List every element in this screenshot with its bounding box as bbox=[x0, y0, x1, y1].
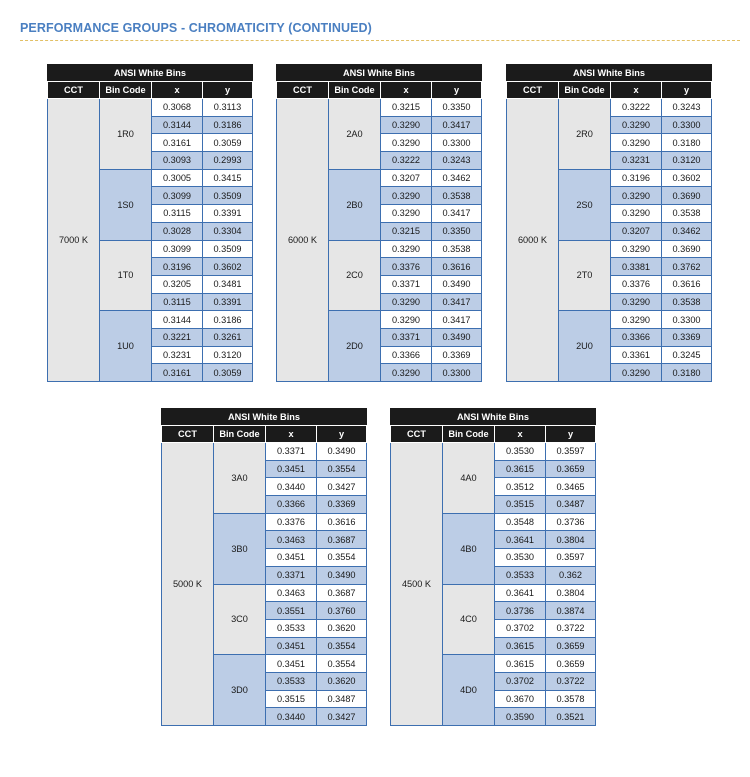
y-value-cell: 0.3687 bbox=[317, 584, 367, 602]
bin-code-cell: 1T0 bbox=[100, 240, 152, 311]
y-value-cell: 0.3304 bbox=[203, 222, 253, 240]
x-value-cell: 0.3366 bbox=[611, 328, 662, 346]
bin-code-cell: 3D0 bbox=[214, 655, 266, 726]
x-value-cell: 0.3615 bbox=[495, 655, 546, 673]
x-value-cell: 0.3451 bbox=[266, 549, 317, 567]
y-value-cell: 0.3509 bbox=[203, 240, 253, 258]
y-value-cell: 0.3059 bbox=[203, 364, 253, 382]
bin-code-cell: 1U0 bbox=[100, 311, 152, 382]
x-value-cell: 0.3099 bbox=[152, 240, 203, 258]
bin-code-cell: 4B0 bbox=[443, 513, 495, 584]
x-value-cell: 0.3144 bbox=[152, 116, 203, 134]
table-row bbox=[391, 443, 596, 461]
cct-cell: 4500 K bbox=[391, 443, 443, 726]
y-value-cell: 0.3760 bbox=[317, 602, 367, 620]
title-divider bbox=[20, 40, 740, 41]
y-value-cell: 0.3722 bbox=[546, 619, 596, 637]
x-value-cell: 0.3290 bbox=[381, 240, 432, 258]
y-value-cell: 0.3578 bbox=[546, 690, 596, 708]
cct-cell: 6000 K bbox=[277, 99, 329, 382]
y-value-cell: 0.3300 bbox=[432, 364, 482, 382]
x-value-cell: 0.3641 bbox=[495, 584, 546, 602]
y-value-cell: 0.3762 bbox=[662, 258, 712, 276]
y-value-cell: 0.3538 bbox=[432, 240, 482, 258]
x-value-cell: 0.3290 bbox=[381, 364, 432, 382]
y-value-cell: 0.2993 bbox=[203, 152, 253, 170]
y-value-cell: 0.3369 bbox=[317, 496, 367, 514]
x-value-cell: 0.3451 bbox=[266, 637, 317, 655]
column-header-cct: CCT bbox=[277, 82, 329, 99]
x-value-cell: 0.3222 bbox=[611, 99, 662, 117]
x-value-cell: 0.3371 bbox=[266, 443, 317, 461]
x-value-cell: 0.3376 bbox=[381, 258, 432, 276]
y-value-cell: 0.3490 bbox=[317, 566, 367, 584]
x-value-cell: 0.3221 bbox=[152, 328, 203, 346]
y-value-cell: 0.3261 bbox=[203, 328, 253, 346]
table-caption: ANSI White Bins bbox=[48, 65, 253, 82]
y-value-cell: 0.3243 bbox=[662, 99, 712, 117]
x-value-cell: 0.3196 bbox=[611, 169, 662, 187]
y-value-cell: 0.3369 bbox=[432, 346, 482, 364]
x-value-cell: 0.3290 bbox=[611, 293, 662, 311]
y-value-cell: 0.3538 bbox=[432, 187, 482, 205]
bin-code-cell: 1S0 bbox=[100, 169, 152, 240]
y-value-cell: 0.3415 bbox=[203, 169, 253, 187]
y-value-cell: 0.3659 bbox=[546, 655, 596, 673]
bin-code-cell: 2C0 bbox=[329, 240, 381, 311]
y-value-cell: 0.3481 bbox=[203, 275, 253, 293]
y-value-cell: 0.3804 bbox=[546, 584, 596, 602]
x-value-cell: 0.3215 bbox=[381, 99, 432, 117]
table-caption: ANSI White Bins bbox=[277, 65, 482, 82]
x-value-cell: 0.3702 bbox=[495, 619, 546, 637]
y-value-cell: 0.3521 bbox=[546, 708, 596, 726]
x-value-cell: 0.3290 bbox=[381, 293, 432, 311]
y-value-cell: 0.3243 bbox=[432, 152, 482, 170]
y-value-cell: 0.3659 bbox=[546, 460, 596, 478]
x-value-cell: 0.3615 bbox=[495, 460, 546, 478]
cct-cell: 5000 K bbox=[162, 443, 214, 726]
column-header-y: y bbox=[203, 82, 253, 99]
x-value-cell: 0.3290 bbox=[381, 134, 432, 152]
x-value-cell: 0.3533 bbox=[266, 672, 317, 690]
x-value-cell: 0.3463 bbox=[266, 531, 317, 549]
y-value-cell: 0.3554 bbox=[317, 549, 367, 567]
bin-code-cell: 3C0 bbox=[214, 584, 266, 655]
x-value-cell: 0.3290 bbox=[611, 311, 662, 329]
column-header-bin-code: Bin Code bbox=[443, 426, 495, 443]
x-value-cell: 0.3093 bbox=[152, 152, 203, 170]
x-value-cell: 0.3196 bbox=[152, 258, 203, 276]
y-value-cell: 0.3427 bbox=[317, 478, 367, 496]
column-header-cct: CCT bbox=[391, 426, 443, 443]
table-row bbox=[277, 99, 482, 117]
column-header-bin-code: Bin Code bbox=[100, 82, 152, 99]
bin-code-cell: 2A0 bbox=[329, 99, 381, 170]
y-value-cell: 0.3687 bbox=[317, 531, 367, 549]
x-value-cell: 0.3702 bbox=[495, 672, 546, 690]
x-value-cell: 0.3533 bbox=[495, 566, 546, 584]
column-header-y: y bbox=[662, 82, 712, 99]
x-value-cell: 0.3361 bbox=[611, 346, 662, 364]
column-header-bin-code: Bin Code bbox=[559, 82, 611, 99]
y-value-cell: 0.3369 bbox=[662, 328, 712, 346]
table-row bbox=[162, 443, 367, 461]
x-value-cell: 0.3515 bbox=[266, 690, 317, 708]
bin-code-cell: 2T0 bbox=[559, 240, 611, 311]
y-value-cell: 0.3245 bbox=[662, 346, 712, 364]
x-value-cell: 0.3451 bbox=[266, 460, 317, 478]
x-value-cell: 0.3231 bbox=[611, 152, 662, 170]
x-value-cell: 0.3440 bbox=[266, 708, 317, 726]
ansi-white-bins-table bbox=[47, 64, 253, 382]
x-value-cell: 0.3376 bbox=[266, 513, 317, 531]
y-value-cell: 0.3300 bbox=[662, 311, 712, 329]
x-value-cell: 0.3028 bbox=[152, 222, 203, 240]
x-value-cell: 0.3290 bbox=[611, 116, 662, 134]
x-value-cell: 0.3530 bbox=[495, 549, 546, 567]
x-value-cell: 0.3222 bbox=[381, 152, 432, 170]
y-value-cell: 0.3597 bbox=[546, 443, 596, 461]
y-value-cell: 0.3300 bbox=[432, 134, 482, 152]
y-value-cell: 0.3462 bbox=[432, 169, 482, 187]
column-header-y: y bbox=[546, 426, 596, 443]
bin-code-cell: 4D0 bbox=[443, 655, 495, 726]
y-value-cell: 0.3487 bbox=[317, 690, 367, 708]
table-caption: ANSI White Bins bbox=[507, 65, 712, 82]
x-value-cell: 0.3381 bbox=[611, 258, 662, 276]
y-value-cell: 0.3059 bbox=[203, 134, 253, 152]
bin-code-cell: 2U0 bbox=[559, 311, 611, 382]
x-value-cell: 0.3290 bbox=[381, 116, 432, 134]
bin-code-cell: 2D0 bbox=[329, 311, 381, 382]
y-value-cell: 0.3391 bbox=[203, 293, 253, 311]
x-value-cell: 0.3290 bbox=[611, 364, 662, 382]
y-value-cell: 0.3300 bbox=[662, 116, 712, 134]
y-value-cell: 0.3490 bbox=[432, 275, 482, 293]
x-value-cell: 0.3290 bbox=[611, 187, 662, 205]
x-value-cell: 0.3371 bbox=[381, 328, 432, 346]
y-value-cell: 0.3538 bbox=[662, 205, 712, 223]
y-value-cell: 0.3554 bbox=[317, 460, 367, 478]
y-value-cell: 0.3350 bbox=[432, 99, 482, 117]
y-value-cell: 0.3616 bbox=[662, 275, 712, 293]
ansi-white-bins-table bbox=[161, 408, 367, 726]
y-value-cell: 0.3736 bbox=[546, 513, 596, 531]
y-value-cell: 0.3120 bbox=[203, 346, 253, 364]
y-value-cell: 0.3597 bbox=[546, 549, 596, 567]
y-value-cell: 0.3180 bbox=[662, 364, 712, 382]
y-value-cell: 0.3602 bbox=[662, 169, 712, 187]
column-header-x: x bbox=[381, 82, 432, 99]
x-value-cell: 0.3551 bbox=[266, 602, 317, 620]
ansi-white-bins-table bbox=[276, 64, 482, 382]
x-value-cell: 0.3205 bbox=[152, 275, 203, 293]
y-value-cell: 0.3120 bbox=[662, 152, 712, 170]
table-caption: ANSI White Bins bbox=[391, 409, 596, 426]
x-value-cell: 0.3366 bbox=[266, 496, 317, 514]
y-value-cell: 0.3804 bbox=[546, 531, 596, 549]
y-value-cell: 0.3417 bbox=[432, 205, 482, 223]
bin-code-cell: 4C0 bbox=[443, 584, 495, 655]
y-value-cell: 0.3465 bbox=[546, 478, 596, 496]
y-value-cell: 0.3616 bbox=[432, 258, 482, 276]
bin-code-cell: 2S0 bbox=[559, 169, 611, 240]
column-header-y: y bbox=[317, 426, 367, 443]
ansi-white-bins-table bbox=[506, 64, 712, 382]
column-header-cct: CCT bbox=[507, 82, 559, 99]
x-value-cell: 0.3099 bbox=[152, 187, 203, 205]
y-value-cell: 0.3620 bbox=[317, 619, 367, 637]
y-value-cell: 0.3350 bbox=[432, 222, 482, 240]
x-value-cell: 0.3463 bbox=[266, 584, 317, 602]
column-header-bin-code: Bin Code bbox=[329, 82, 381, 99]
y-value-cell: 0.3602 bbox=[203, 258, 253, 276]
x-value-cell: 0.3440 bbox=[266, 478, 317, 496]
x-value-cell: 0.3207 bbox=[611, 222, 662, 240]
y-value-cell: 0.3186 bbox=[203, 311, 253, 329]
y-value-cell: 0.3490 bbox=[432, 328, 482, 346]
cct-cell: 7000 K bbox=[48, 99, 100, 382]
bin-code-cell: 3B0 bbox=[214, 513, 266, 584]
y-value-cell: 0.3417 bbox=[432, 293, 482, 311]
bin-code-cell: 2B0 bbox=[329, 169, 381, 240]
y-value-cell: 0.3690 bbox=[662, 187, 712, 205]
y-value-cell: 0.3620 bbox=[317, 672, 367, 690]
column-header-x: x bbox=[611, 82, 662, 99]
y-value-cell: 0.3616 bbox=[317, 513, 367, 531]
column-header-x: x bbox=[266, 426, 317, 443]
y-value-cell: 0.3186 bbox=[203, 116, 253, 134]
x-value-cell: 0.3290 bbox=[381, 187, 432, 205]
y-value-cell: 0.3538 bbox=[662, 293, 712, 311]
x-value-cell: 0.3366 bbox=[381, 346, 432, 364]
x-value-cell: 0.3641 bbox=[495, 531, 546, 549]
table-row bbox=[507, 99, 712, 117]
y-value-cell: 0.3180 bbox=[662, 134, 712, 152]
x-value-cell: 0.3548 bbox=[495, 513, 546, 531]
x-value-cell: 0.3290 bbox=[611, 205, 662, 223]
ansi-white-bins-table bbox=[390, 408, 596, 726]
column-header-x: x bbox=[152, 82, 203, 99]
x-value-cell: 0.3451 bbox=[266, 655, 317, 673]
column-header-bin-code: Bin Code bbox=[214, 426, 266, 443]
x-value-cell: 0.3736 bbox=[495, 602, 546, 620]
x-value-cell: 0.3376 bbox=[611, 275, 662, 293]
x-value-cell: 0.3215 bbox=[381, 222, 432, 240]
column-header-y: y bbox=[432, 82, 482, 99]
column-header-x: x bbox=[495, 426, 546, 443]
y-value-cell: 0.3427 bbox=[317, 708, 367, 726]
x-value-cell: 0.3290 bbox=[381, 205, 432, 223]
y-value-cell: 0.3490 bbox=[317, 443, 367, 461]
x-value-cell: 0.3231 bbox=[152, 346, 203, 364]
y-value-cell: 0.3462 bbox=[662, 222, 712, 240]
x-value-cell: 0.3670 bbox=[495, 690, 546, 708]
table-row bbox=[48, 99, 253, 117]
x-value-cell: 0.3590 bbox=[495, 708, 546, 726]
x-value-cell: 0.3005 bbox=[152, 169, 203, 187]
x-value-cell: 0.3115 bbox=[152, 293, 203, 311]
y-value-cell: 0.3554 bbox=[317, 637, 367, 655]
x-value-cell: 0.3144 bbox=[152, 311, 203, 329]
x-value-cell: 0.3512 bbox=[495, 478, 546, 496]
y-value-cell: 0.3690 bbox=[662, 240, 712, 258]
y-value-cell: 0.3113 bbox=[203, 99, 253, 117]
y-value-cell: 0.362 bbox=[546, 566, 596, 584]
table-caption: ANSI White Bins bbox=[162, 409, 367, 426]
x-value-cell: 0.3371 bbox=[266, 566, 317, 584]
page-title: PERFORMANCE GROUPS - CHROMATICITY (CONTINUED) bbox=[20, 21, 372, 35]
y-value-cell: 0.3659 bbox=[546, 637, 596, 655]
x-value-cell: 0.3115 bbox=[152, 205, 203, 223]
y-value-cell: 0.3391 bbox=[203, 205, 253, 223]
y-value-cell: 0.3417 bbox=[432, 311, 482, 329]
x-value-cell: 0.3530 bbox=[495, 443, 546, 461]
x-value-cell: 0.3533 bbox=[266, 619, 317, 637]
x-value-cell: 0.3161 bbox=[152, 134, 203, 152]
x-value-cell: 0.3515 bbox=[495, 496, 546, 514]
bin-code-cell: 1R0 bbox=[100, 99, 152, 170]
x-value-cell: 0.3290 bbox=[611, 240, 662, 258]
bin-code-cell: 4A0 bbox=[443, 443, 495, 514]
y-value-cell: 0.3554 bbox=[317, 655, 367, 673]
x-value-cell: 0.3207 bbox=[381, 169, 432, 187]
y-value-cell: 0.3874 bbox=[546, 602, 596, 620]
x-value-cell: 0.3615 bbox=[495, 637, 546, 655]
y-value-cell: 0.3722 bbox=[546, 672, 596, 690]
y-value-cell: 0.3487 bbox=[546, 496, 596, 514]
x-value-cell: 0.3290 bbox=[381, 311, 432, 329]
x-value-cell: 0.3371 bbox=[381, 275, 432, 293]
bin-code-cell: 3A0 bbox=[214, 443, 266, 514]
cct-cell: 6000 K bbox=[507, 99, 559, 382]
bin-code-cell: 2R0 bbox=[559, 99, 611, 170]
x-value-cell: 0.3290 bbox=[611, 134, 662, 152]
x-value-cell: 0.3068 bbox=[152, 99, 203, 117]
y-value-cell: 0.3417 bbox=[432, 116, 482, 134]
column-header-cct: CCT bbox=[162, 426, 214, 443]
x-value-cell: 0.3161 bbox=[152, 364, 203, 382]
column-header-cct: CCT bbox=[48, 82, 100, 99]
y-value-cell: 0.3509 bbox=[203, 187, 253, 205]
